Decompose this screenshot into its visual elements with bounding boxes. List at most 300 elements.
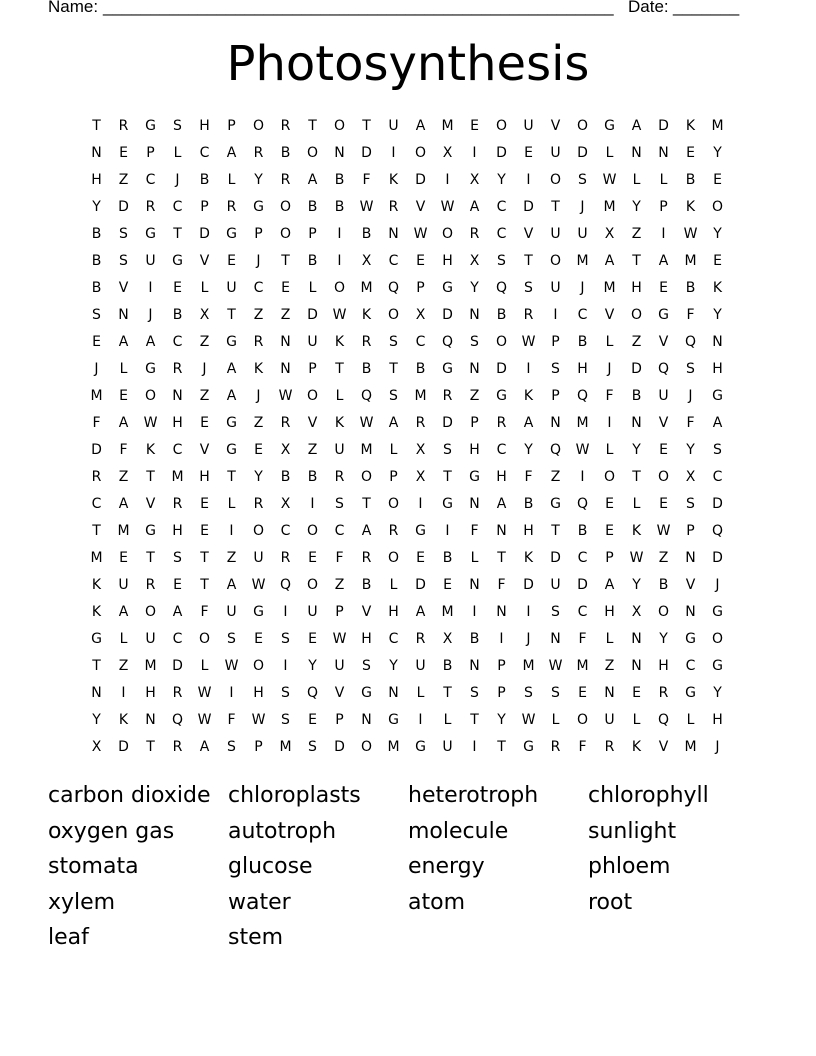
- grid-letter: J: [94, 360, 99, 377]
- grid-letter: H: [145, 684, 156, 701]
- grid-letter: N: [388, 684, 399, 701]
- grid-letter: G: [415, 738, 426, 755]
- grid-letter: S: [524, 279, 533, 296]
- grid-letter: R: [361, 549, 372, 566]
- grid-letter: T: [389, 360, 398, 377]
- grid-letter: F: [578, 738, 587, 755]
- grid-letter: V: [658, 333, 669, 350]
- grid-letter: G: [226, 333, 237, 350]
- grid-letter: Y: [686, 441, 695, 458]
- grid-letter: L: [389, 576, 398, 593]
- grid-letter: V: [658, 414, 669, 431]
- grid-letter: E: [659, 279, 668, 296]
- grid-letter: N: [145, 711, 156, 728]
- grid-letter: T: [443, 468, 452, 485]
- grid-letter: E: [281, 279, 290, 296]
- grid-letter: K: [685, 198, 696, 215]
- grid-letter: P: [254, 738, 263, 755]
- grid-letter: E: [524, 144, 533, 161]
- grid-letter: G: [226, 225, 237, 242]
- grid-letter: P: [497, 657, 506, 674]
- grid-letter: R: [280, 414, 291, 431]
- grid-letter: X: [469, 171, 480, 188]
- word-bank-item: heterotroph: [408, 783, 539, 808]
- grid-letter: U: [550, 279, 561, 296]
- grid-letter: N: [631, 630, 642, 647]
- grid-letter: F: [686, 414, 695, 431]
- grid-letter: R: [442, 387, 453, 404]
- grid-letter: P: [335, 603, 344, 620]
- grid-letter: N: [469, 306, 480, 323]
- grid-letter: L: [308, 279, 317, 296]
- grid-letter: O: [360, 738, 373, 755]
- grid-letter: O: [252, 657, 265, 674]
- grid-letter: Z: [118, 468, 129, 485]
- grid-letter: L: [119, 360, 128, 377]
- grid-letter: E: [578, 684, 587, 701]
- grid-letter: M: [441, 603, 454, 620]
- grid-letter: D: [577, 144, 588, 161]
- grid-letter: R: [415, 414, 426, 431]
- grid-letter: E: [119, 144, 128, 161]
- grid-letter: W: [683, 225, 698, 242]
- grid-letter: Y: [713, 684, 722, 701]
- grid-letter: I: [337, 252, 342, 269]
- grid-letter: L: [605, 333, 614, 350]
- grid-letter: U: [226, 279, 237, 296]
- grid-letter: I: [445, 171, 450, 188]
- grid-letter: O: [630, 306, 643, 323]
- grid-letter: A: [388, 414, 399, 431]
- grid-letter: N: [631, 657, 642, 674]
- word-bank-item: root: [588, 889, 633, 915]
- grid-letter: I: [283, 657, 288, 674]
- grid-letter: A: [631, 117, 642, 134]
- grid-letter: M: [279, 738, 292, 755]
- grid-letter: A: [199, 738, 210, 755]
- grid-letter: C: [91, 495, 102, 512]
- grid-letter: L: [335, 387, 344, 404]
- grid-letter: N: [631, 414, 642, 431]
- grid-letter: P: [200, 198, 209, 215]
- grid-letter: P: [605, 549, 614, 566]
- grid-letter: O: [333, 279, 346, 296]
- grid-letter: E: [605, 495, 614, 512]
- grid-letter: J: [148, 306, 153, 323]
- grid-letter: J: [715, 576, 720, 593]
- grid-letter: R: [145, 576, 156, 593]
- grid-letter: X: [91, 738, 102, 755]
- grid-letter: C: [577, 306, 588, 323]
- grid-letter: Y: [659, 630, 668, 647]
- grid-letter: B: [280, 144, 291, 161]
- grid-letter: I: [526, 171, 531, 188]
- grid-letter: U: [307, 603, 318, 620]
- grid-letter: G: [361, 684, 372, 701]
- grid-letter: Y: [92, 198, 101, 215]
- grid-letter: I: [121, 684, 126, 701]
- grid-letter: M: [144, 657, 157, 674]
- grid-letter: Q: [657, 711, 670, 728]
- grid-letter: M: [684, 738, 697, 755]
- grid-letter: H: [496, 468, 507, 485]
- grid-letter: S: [173, 117, 182, 134]
- grid-letter: Z: [469, 387, 480, 404]
- grid-letter: Y: [389, 657, 398, 674]
- grid-letter: L: [632, 495, 641, 512]
- grid-letter: Z: [118, 171, 129, 188]
- grid-letter: I: [499, 630, 504, 647]
- grid-letter: A: [361, 522, 372, 539]
- grid-letter: B: [577, 522, 588, 539]
- grid-letter: L: [389, 441, 398, 458]
- grid-letter: N: [469, 495, 480, 512]
- grid-letter: Y: [470, 279, 479, 296]
- grid-letter: J: [580, 198, 585, 215]
- grid-letter: Y: [713, 144, 722, 161]
- grid-letter: N: [550, 630, 561, 647]
- grid-letter: O: [414, 144, 427, 161]
- grid-letter: F: [227, 711, 236, 728]
- grid-letter: W: [359, 198, 374, 215]
- grid-letter: I: [526, 603, 531, 620]
- grid-letter: G: [145, 225, 156, 242]
- grid-letter: E: [200, 495, 209, 512]
- grid-letter: L: [227, 171, 236, 188]
- grid-letter: Q: [684, 333, 697, 350]
- grid-letter: R: [172, 495, 183, 512]
- grid-letter: E: [227, 252, 236, 269]
- grid-letter: P: [254, 225, 263, 242]
- grid-letter: G: [523, 738, 534, 755]
- grid-letter: N: [280, 360, 291, 377]
- grid-letter: S: [92, 306, 101, 323]
- grid-letter: E: [173, 279, 182, 296]
- grid-letter: O: [549, 171, 562, 188]
- grid-letter: L: [470, 549, 479, 566]
- header-line: [48, 0, 748, 18]
- grid-letter: F: [335, 549, 344, 566]
- grid-letter: N: [604, 684, 615, 701]
- grid-letter: E: [308, 711, 317, 728]
- grid-letter: R: [172, 684, 183, 701]
- grid-letter: Z: [334, 576, 345, 593]
- grid-letter: H: [199, 117, 210, 134]
- grid-letter: V: [685, 576, 696, 593]
- grid-letter: V: [550, 117, 561, 134]
- grid-letter: K: [685, 117, 696, 134]
- grid-letter: C: [577, 603, 588, 620]
- grid-letter: M: [414, 387, 427, 404]
- grid-letter: T: [497, 738, 506, 755]
- grid-letter: U: [145, 252, 156, 269]
- grid-letter: U: [253, 549, 264, 566]
- grid-letter: R: [388, 198, 399, 215]
- grid-letter: F: [497, 576, 506, 593]
- grid-letter: B: [523, 495, 534, 512]
- grid-letter: R: [172, 738, 183, 755]
- grid-letter: I: [337, 225, 342, 242]
- grid-letter: S: [686, 495, 695, 512]
- date-label: Date:: [628, 0, 669, 16]
- grid-letter: U: [415, 657, 426, 674]
- word-bank-item: atom: [408, 889, 465, 915]
- grid-letter: K: [361, 306, 372, 323]
- grid-letter: A: [118, 495, 129, 512]
- grid-letter: B: [91, 279, 102, 296]
- grid-letter: M: [603, 198, 616, 215]
- grid-letter: B: [442, 657, 453, 674]
- grid-letter: G: [712, 603, 723, 620]
- grid-letter: O: [495, 333, 508, 350]
- grid-letter: D: [712, 495, 723, 512]
- grid-letter: X: [280, 495, 291, 512]
- grid-letter: U: [550, 576, 561, 593]
- grid-letter: X: [415, 306, 426, 323]
- grid-letter: I: [391, 144, 396, 161]
- grid-letter: W: [521, 333, 536, 350]
- grid-letter: J: [256, 252, 261, 269]
- grid-letter: B: [307, 198, 318, 215]
- grid-letter: M: [684, 252, 697, 269]
- grid-letter: G: [91, 630, 102, 647]
- grid-letter: T: [308, 117, 317, 134]
- grid-letter: P: [497, 684, 506, 701]
- grid-letter: I: [661, 225, 666, 242]
- grid-letter: A: [226, 360, 237, 377]
- grid-letter: H: [172, 414, 183, 431]
- grid-letter: Z: [631, 333, 642, 350]
- grid-letter: O: [576, 117, 589, 134]
- grid-letter: S: [524, 684, 533, 701]
- grid-letter: Z: [307, 441, 318, 458]
- grid-letter: R: [388, 522, 399, 539]
- grid-letter: N: [91, 684, 102, 701]
- grid-letter: C: [172, 630, 183, 647]
- grid-letter: G: [226, 414, 237, 431]
- grid-letter: J: [580, 279, 585, 296]
- grid-letter: W: [440, 198, 455, 215]
- grid-letter: G: [604, 117, 615, 134]
- grid-letter: D: [442, 414, 453, 431]
- grid-letter: O: [252, 522, 265, 539]
- grid-letter: K: [523, 387, 534, 404]
- grid-letter: G: [712, 387, 723, 404]
- word-bank-item: xylem: [48, 889, 116, 915]
- grid-letter: Y: [713, 306, 722, 323]
- grid-letter: U: [388, 117, 399, 134]
- grid-letter: A: [226, 144, 237, 161]
- grid-letter: D: [199, 225, 210, 242]
- grid-letter: M: [360, 279, 373, 296]
- grid-letter: X: [415, 468, 426, 485]
- grid-letter: X: [442, 144, 453, 161]
- grid-letter: G: [496, 387, 507, 404]
- grid-letter: I: [229, 684, 234, 701]
- grid-letter: S: [470, 684, 479, 701]
- grid-letter: F: [470, 522, 479, 539]
- grid-letter: T: [92, 117, 101, 134]
- grid-letter: A: [604, 576, 615, 593]
- grid-letter: N: [118, 306, 129, 323]
- grid-letter: V: [658, 738, 669, 755]
- grid-letter: E: [119, 387, 128, 404]
- grid-letter: C: [577, 549, 588, 566]
- grid-letter: T: [281, 252, 290, 269]
- grid-letter: E: [686, 144, 695, 161]
- grid-letter: Y: [632, 576, 641, 593]
- grid-letter: Q: [306, 684, 319, 701]
- grid-letter: D: [415, 171, 426, 188]
- grid-letter: O: [306, 387, 319, 404]
- grid-letter: M: [603, 279, 616, 296]
- grid-letter: K: [631, 738, 642, 755]
- grid-letter: E: [416, 549, 425, 566]
- grid-letter: F: [605, 387, 614, 404]
- grid-letter: S: [227, 630, 236, 647]
- grid-letter: H: [91, 171, 102, 188]
- grid-letter: S: [551, 360, 560, 377]
- grid-letter: O: [144, 603, 157, 620]
- grid-letter: D: [577, 576, 588, 593]
- grid-letter: T: [92, 657, 101, 674]
- grid-letter: A: [415, 117, 426, 134]
- grid-letter: K: [334, 333, 345, 350]
- grid-letter: Y: [497, 711, 506, 728]
- grid-letter: Y: [254, 171, 263, 188]
- grid-letter: R: [334, 468, 345, 485]
- grid-letter: H: [199, 468, 210, 485]
- grid-letter: C: [280, 522, 291, 539]
- grid-letter: N: [91, 144, 102, 161]
- grid-letter: I: [472, 144, 477, 161]
- grid-letter: L: [119, 630, 128, 647]
- grid-letter: U: [334, 441, 345, 458]
- grid-letter: S: [308, 738, 317, 755]
- grid-letter: L: [605, 441, 614, 458]
- grid-letter: X: [604, 225, 615, 242]
- grid-letter: X: [631, 603, 642, 620]
- grid-letter: B: [361, 360, 372, 377]
- grid-letter: W: [278, 387, 293, 404]
- grid-letter: L: [416, 684, 425, 701]
- grid-letter: N: [388, 225, 399, 242]
- grid-letter: R: [550, 738, 561, 755]
- grid-letter: T: [173, 225, 182, 242]
- grid-letter: T: [227, 468, 236, 485]
- grid-letter: X: [469, 252, 480, 269]
- grid-letter: L: [551, 711, 560, 728]
- grid-letter: N: [280, 333, 291, 350]
- grid-letter: W: [143, 414, 158, 431]
- grid-letter: C: [415, 333, 426, 350]
- grid-letter: W: [602, 171, 617, 188]
- word-bank-item: carbon dioxide: [48, 783, 211, 808]
- grid-letter: F: [119, 441, 128, 458]
- grid-letter: M: [711, 117, 724, 134]
- grid-letter: E: [659, 495, 668, 512]
- grid-letter: B: [631, 387, 642, 404]
- grid-letter: P: [389, 468, 398, 485]
- grid-letter: F: [362, 171, 371, 188]
- grid-letter: E: [308, 630, 317, 647]
- grid-letter: O: [198, 630, 211, 647]
- grid-letter: X: [442, 630, 453, 647]
- grid-letter: C: [496, 225, 507, 242]
- grid-letter: D: [361, 144, 372, 161]
- grid-letter: G: [226, 441, 237, 458]
- grid-letter: P: [227, 117, 236, 134]
- grid-letter: U: [523, 117, 534, 134]
- grid-letter: O: [333, 117, 346, 134]
- grid-letter: V: [361, 603, 372, 620]
- grid-letter: E: [416, 252, 425, 269]
- word-bank-item: leaf: [48, 925, 89, 950]
- grid-letter: S: [389, 333, 398, 350]
- grid-letter: O: [306, 576, 319, 593]
- grid-letter: B: [280, 468, 291, 485]
- grid-letter: S: [227, 738, 236, 755]
- grid-letter: N: [496, 522, 507, 539]
- grid-letter: V: [307, 414, 318, 431]
- grid-letter: R: [226, 198, 237, 215]
- grid-letter: B: [91, 252, 102, 269]
- word-bank: [48, 778, 768, 956]
- grid-letter: R: [253, 333, 264, 350]
- grid-letter: G: [145, 360, 156, 377]
- grid-letter: J: [202, 360, 207, 377]
- grid-letter: U: [550, 225, 561, 242]
- grid-letter: M: [90, 549, 103, 566]
- grid-letter: K: [91, 576, 102, 593]
- grid-letter: Z: [253, 306, 264, 323]
- grid-letter: B: [307, 468, 318, 485]
- grid-letter: S: [281, 684, 290, 701]
- grid-letter: N: [685, 549, 696, 566]
- grid-letter: K: [712, 279, 723, 296]
- grid-letter: A: [172, 603, 183, 620]
- grid-letter: A: [469, 198, 480, 215]
- grid-letter: B: [442, 549, 453, 566]
- grid-letter: S: [497, 252, 506, 269]
- grid-letter: V: [145, 495, 156, 512]
- grid-letter: Q: [441, 333, 454, 350]
- grid-letter: R: [172, 360, 183, 377]
- grid-letter: G: [712, 657, 723, 674]
- grid-letter: K: [91, 603, 102, 620]
- grid-letter: K: [523, 549, 534, 566]
- grid-letter: H: [253, 684, 264, 701]
- grid-letter: Z: [226, 549, 237, 566]
- grid-letter: T: [362, 495, 371, 512]
- grid-letter: T: [200, 549, 209, 566]
- grid-letter: S: [470, 333, 479, 350]
- grid-letter: C: [496, 198, 507, 215]
- grid-letter: B: [334, 198, 345, 215]
- grid-letter: Q: [576, 495, 589, 512]
- grid-letter: Z: [199, 387, 210, 404]
- grid-letter: E: [254, 630, 263, 647]
- grid-letter: V: [415, 198, 426, 215]
- grid-letter: K: [334, 414, 345, 431]
- grid-letter: E: [713, 252, 722, 269]
- grid-letter: I: [229, 522, 234, 539]
- grid-letter: A: [523, 414, 534, 431]
- word-bank-item: glucose: [228, 854, 313, 879]
- grid-letter: Y: [524, 441, 533, 458]
- grid-letter: T: [470, 711, 479, 728]
- grid-letter: S: [335, 495, 344, 512]
